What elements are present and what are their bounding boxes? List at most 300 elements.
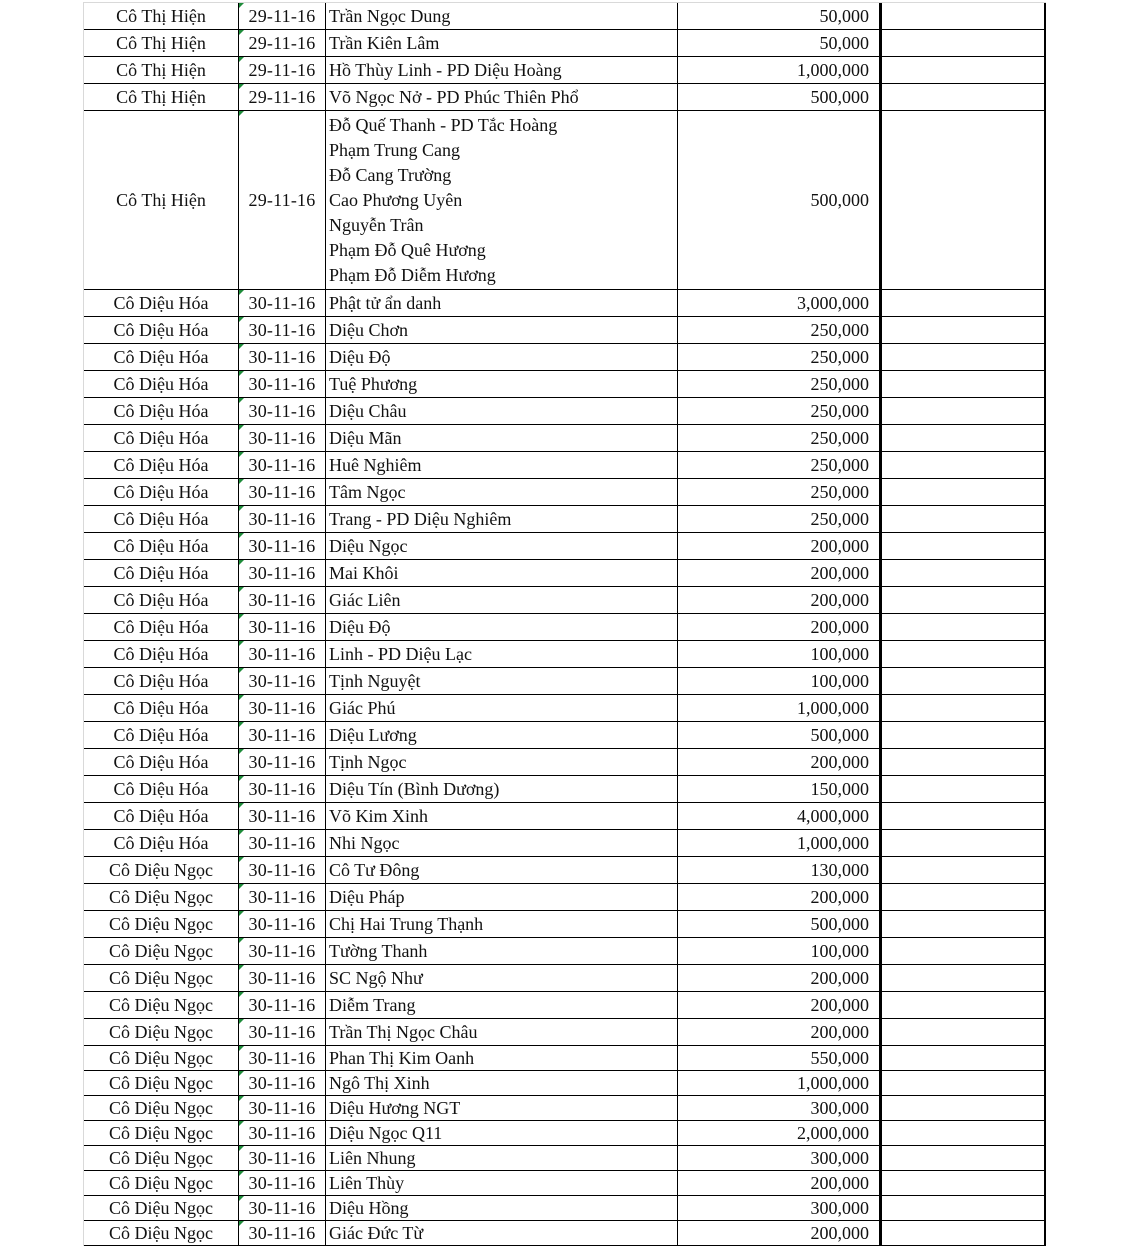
- donor-name: Huê Nghiêm: [329, 454, 422, 475]
- amount-cell[interactable]: 1,000,000: [678, 57, 882, 83]
- amount-cell[interactable]: 2,000,000: [678, 1121, 882, 1145]
- amount-cell[interactable]: 250,000: [678, 371, 882, 397]
- date-text: 30-11-16: [248, 1147, 316, 1168]
- date-text: 30-11-16: [248, 535, 316, 556]
- teacher-cell[interactable]: Cô Diệu Ngọc: [84, 938, 239, 964]
- table-row: [84, 425, 1046, 452]
- amount-cell[interactable]: 500,000: [678, 722, 882, 748]
- amount-cell[interactable]: 150,000: [678, 776, 882, 802]
- note-cell[interactable]: [882, 1146, 1046, 1170]
- table-row: [84, 1171, 1046, 1196]
- donor-name-cell[interactable]: [326, 1071, 678, 1095]
- amount-cell[interactable]: 300,000: [678, 1146, 882, 1170]
- date-cell[interactable]: [239, 614, 326, 640]
- table-row: [84, 1221, 1046, 1246]
- table-row: [84, 1121, 1046, 1146]
- note-cell[interactable]: [882, 1046, 1046, 1070]
- amount-cell[interactable]: 100,000: [678, 641, 882, 667]
- amount-cell[interactable]: 200,000: [678, 1221, 882, 1245]
- donor-name: Trần Kiên Lâm: [329, 32, 440, 53]
- teacher-cell[interactable]: Cô Diệu Hóa: [84, 506, 239, 532]
- note-cell[interactable]: [882, 668, 1046, 694]
- donor-name-cell[interactable]: [326, 57, 678, 83]
- teacher-cell[interactable]: Cô Diệu Ngọc: [84, 1146, 239, 1170]
- teacher-cell[interactable]: Cô Diệu Ngọc: [84, 1096, 239, 1120]
- table-row: [84, 1196, 1046, 1221]
- amount-cell[interactable]: 250,000: [678, 452, 882, 478]
- note-cell[interactable]: [882, 830, 1046, 856]
- donor-name-list: [329, 939, 427, 964]
- teacher-cell[interactable]: Cô Diệu Hóa: [84, 560, 239, 586]
- donor-name-list: [329, 561, 399, 586]
- note-cell[interactable]: [882, 506, 1046, 532]
- donor-name-cell[interactable]: [326, 992, 678, 1018]
- teacher-cell[interactable]: Cô Diệu Hóa: [84, 479, 239, 505]
- donor-name: Giác Đức Từ: [329, 1222, 424, 1243]
- teacher-cell[interactable]: Cô Thị Hiện: [84, 84, 239, 110]
- amount-cell[interactable]: 200,000: [678, 614, 882, 640]
- amount-cell[interactable]: 550,000: [678, 1046, 882, 1070]
- table-row: [84, 965, 1046, 992]
- date-cell[interactable]: [239, 641, 326, 667]
- donor-name-cell[interactable]: [326, 371, 678, 397]
- note-cell[interactable]: [882, 1096, 1046, 1120]
- teacher-cell[interactable]: Cô Thị Hiện: [84, 111, 239, 289]
- donor-name: Hồ Thùy Linh - PD Diệu Hoàng: [329, 59, 562, 80]
- date-text: 30-11-16: [248, 1222, 316, 1243]
- note-cell[interactable]: [882, 776, 1046, 802]
- date-cell[interactable]: [239, 830, 326, 856]
- date-cell[interactable]: [239, 1071, 326, 1095]
- donor-name-cell[interactable]: [326, 776, 678, 802]
- donor-name-cell[interactable]: [326, 911, 678, 937]
- donor-name-list: [329, 31, 439, 56]
- teacher-cell[interactable]: Cô Diệu Hóa: [84, 776, 239, 802]
- amount-cell[interactable]: 200,000: [678, 533, 882, 559]
- donor-name-cell[interactable]: [326, 1171, 678, 1195]
- note-cell[interactable]: [882, 857, 1046, 883]
- amount-cell[interactable]: 100,000: [678, 668, 882, 694]
- amount-cell[interactable]: 1,000,000: [678, 830, 882, 856]
- teacher-cell[interactable]: Cô Diệu Hóa: [84, 722, 239, 748]
- donor-name: Võ Kim Xinh: [329, 805, 428, 826]
- donor-name-cell[interactable]: [326, 587, 678, 613]
- date-cell[interactable]: [239, 398, 326, 424]
- donor-name-cell[interactable]: [326, 560, 678, 586]
- note-cell[interactable]: [882, 398, 1046, 424]
- donor-name-cell[interactable]: [326, 938, 678, 964]
- donor-name-list: [329, 399, 406, 424]
- donor-name-list: [329, 669, 421, 694]
- note-cell[interactable]: [882, 57, 1046, 83]
- date-cell[interactable]: [239, 84, 326, 110]
- date-text: 30-11-16: [248, 1122, 316, 1143]
- teacher-cell[interactable]: Cô Diệu Ngọc: [84, 965, 239, 991]
- table-row: [84, 641, 1046, 668]
- note-cell[interactable]: [882, 884, 1046, 910]
- note-cell[interactable]: [882, 479, 1046, 505]
- date-cell[interactable]: [239, 1096, 326, 1120]
- amount-cell[interactable]: 200,000: [678, 560, 882, 586]
- note-cell[interactable]: [882, 1071, 1046, 1095]
- teacher-cell[interactable]: Cô Diệu Hóa: [84, 803, 239, 829]
- donor-name-list: [329, 1196, 409, 1220]
- donor-name-cell[interactable]: [326, 84, 678, 110]
- date-text: 30-11-16: [248, 1021, 316, 1042]
- donor-name-cell[interactable]: [326, 668, 678, 694]
- date-cell[interactable]: [239, 560, 326, 586]
- donor-name-cell[interactable]: [326, 425, 678, 451]
- date-cell[interactable]: [239, 344, 326, 370]
- donor-name-cell[interactable]: [326, 1121, 678, 1145]
- donor-name-cell[interactable]: [326, 722, 678, 748]
- note-cell[interactable]: [882, 992, 1046, 1018]
- donor-name-cell[interactable]: [326, 30, 678, 56]
- donor-name-list: [329, 750, 406, 775]
- donor-name-list: [329, 113, 557, 288]
- donor-name-list: [329, 885, 405, 910]
- table-row: [84, 884, 1046, 911]
- date-text: 30-11-16: [248, 454, 316, 475]
- note-cell[interactable]: [882, 614, 1046, 640]
- table-row: [84, 911, 1046, 938]
- donor-name-list: [329, 1020, 478, 1045]
- amount-cell[interactable]: 200,000: [678, 992, 882, 1018]
- table-row: [84, 614, 1046, 641]
- date-text: 30-11-16: [248, 1072, 316, 1093]
- donor-name: Phật tử ẩn danh: [329, 292, 442, 313]
- teacher-cell[interactable]: Cô Diệu Hóa: [84, 695, 239, 721]
- date-cell[interactable]: [239, 1221, 326, 1245]
- teacher-cell[interactable]: Cô Diệu Ngọc: [84, 884, 239, 910]
- date-cell[interactable]: [239, 317, 326, 343]
- date-cell[interactable]: [239, 1046, 326, 1070]
- donor-name-cell[interactable]: [326, 884, 678, 910]
- date-text: 30-11-16: [248, 373, 316, 394]
- amount-cell[interactable]: 250,000: [678, 398, 882, 424]
- donor-name: Tường Thanh: [329, 940, 428, 961]
- date-cell[interactable]: [239, 111, 326, 289]
- teacher-cell[interactable]: Cô Diệu Ngọc: [84, 1121, 239, 1145]
- donor-name-list: [329, 966, 423, 991]
- table-row: [84, 1046, 1046, 1071]
- note-cell[interactable]: [882, 452, 1046, 478]
- donor-name-cell[interactable]: [326, 344, 678, 370]
- donor-name-cell[interactable]: [326, 830, 678, 856]
- note-cell[interactable]: [882, 30, 1046, 56]
- date-cell[interactable]: [239, 776, 326, 802]
- note-cell[interactable]: [882, 3, 1046, 29]
- teacher-cell[interactable]: Cô Diệu Hóa: [84, 641, 239, 667]
- teacher-cell[interactable]: Cô Diệu Ngọc: [84, 857, 239, 883]
- note-cell[interactable]: [882, 965, 1046, 991]
- amount-cell[interactable]: 200,000: [678, 1171, 882, 1195]
- teacher-cell[interactable]: Cô Diệu Hóa: [84, 830, 239, 856]
- donor-name: Trang - PD Diệu Nghiêm: [329, 508, 512, 529]
- table-row: [84, 560, 1046, 587]
- teacher-cell[interactable]: Cô Diệu Hóa: [84, 398, 239, 424]
- teacher-cell[interactable]: Cô Diệu Hóa: [84, 317, 239, 343]
- teacher-cell[interactable]: Cô Diệu Hóa: [84, 425, 239, 451]
- amount-cell[interactable]: 200,000: [678, 884, 882, 910]
- table-row: [84, 84, 1046, 111]
- donor-name: Tuệ Phương: [329, 373, 418, 394]
- amount-cell[interactable]: 500,000: [678, 84, 882, 110]
- date-text: 30-11-16: [248, 1047, 316, 1068]
- amount-cell[interactable]: 100,000: [678, 938, 882, 964]
- donor-name-cell[interactable]: [326, 506, 678, 532]
- date-cell[interactable]: [239, 1171, 326, 1195]
- donor-name-cell[interactable]: [326, 479, 678, 505]
- date-text: 30-11-16: [248, 400, 316, 421]
- note-cell[interactable]: [882, 641, 1046, 667]
- donor-name-list: [329, 615, 391, 640]
- donor-name-list: [329, 4, 450, 29]
- amount-cell[interactable]: 1,000,000: [678, 1071, 882, 1095]
- donor-name-cell[interactable]: [326, 111, 678, 289]
- note-cell[interactable]: [882, 803, 1046, 829]
- date-cell[interactable]: [239, 587, 326, 613]
- date-text: 30-11-16: [248, 832, 316, 853]
- donor-name: Diệu Châu: [329, 400, 407, 421]
- date-cell[interactable]: [239, 533, 326, 559]
- teacher-cell[interactable]: Cô Diệu Ngọc: [84, 1171, 239, 1195]
- donor-name: Phan Thị Kim Oanh: [329, 1047, 475, 1068]
- donor-name: Liên Thùy: [329, 1172, 405, 1193]
- note-cell[interactable]: [882, 111, 1046, 289]
- date-cell[interactable]: [239, 1196, 326, 1220]
- donor-name-list: [329, 723, 417, 748]
- teacher-cell[interactable]: Cô Diệu Hóa: [84, 371, 239, 397]
- date-cell[interactable]: [239, 884, 326, 910]
- date-text: 30-11-16: [248, 994, 316, 1015]
- date-cell[interactable]: [239, 695, 326, 721]
- teacher-cell[interactable]: Cô Diệu Hóa: [84, 533, 239, 559]
- note-cell[interactable]: [882, 371, 1046, 397]
- teacher-cell[interactable]: Cô Diệu Hóa: [84, 668, 239, 694]
- note-cell[interactable]: [882, 722, 1046, 748]
- table-row: [84, 1146, 1046, 1171]
- donor-name: Diệu Hồng: [329, 1197, 409, 1218]
- date-cell[interactable]: [239, 668, 326, 694]
- amount-cell[interactable]: 50,000: [678, 30, 882, 56]
- table-row: [84, 506, 1046, 533]
- date-text: 30-11-16: [248, 427, 316, 448]
- date-cell[interactable]: [239, 30, 326, 56]
- note-cell[interactable]: [882, 695, 1046, 721]
- date-cell[interactable]: [239, 57, 326, 83]
- date-cell[interactable]: [239, 938, 326, 964]
- teacher-cell[interactable]: Cô Diệu Hóa: [84, 614, 239, 640]
- table-row: [84, 803, 1046, 830]
- teacher-cell[interactable]: Cô Diệu Ngọc: [84, 1046, 239, 1070]
- date-text: 29-11-16: [248, 59, 316, 80]
- date-text: 30-11-16: [248, 1172, 316, 1193]
- date-cell[interactable]: [239, 290, 326, 316]
- date-text: 30-11-16: [248, 346, 316, 367]
- teacher-cell[interactable]: Cô Diệu Ngọc: [84, 1196, 239, 1220]
- table-row: [84, 111, 1046, 290]
- note-cell[interactable]: [882, 317, 1046, 343]
- date-cell[interactable]: [239, 722, 326, 748]
- donor-name: Nguyễn Trân: [329, 214, 424, 235]
- amount-cell[interactable]: 500,000: [678, 111, 882, 289]
- amount-cell[interactable]: 250,000: [678, 479, 882, 505]
- donor-name: Cao Phương Uyên: [329, 189, 463, 210]
- date-cell[interactable]: [239, 479, 326, 505]
- date-cell[interactable]: [239, 506, 326, 532]
- teacher-cell[interactable]: Cô Diệu Ngọc: [84, 992, 239, 1018]
- amount-cell[interactable]: 200,000: [678, 965, 882, 991]
- date-cell[interactable]: [239, 749, 326, 775]
- amount-cell[interactable]: 500,000: [678, 911, 882, 937]
- donor-name-list: [329, 642, 472, 667]
- teacher-cell[interactable]: Cô Thị Hiện: [84, 57, 239, 83]
- date-cell[interactable]: [239, 425, 326, 451]
- donor-name-cell[interactable]: [326, 614, 678, 640]
- donor-name-cell[interactable]: [326, 749, 678, 775]
- donor-name-list: [329, 345, 391, 370]
- date-cell[interactable]: [239, 911, 326, 937]
- date-text: 30-11-16: [248, 697, 316, 718]
- donor-name: Diệu Tín (Bình Dương): [329, 778, 500, 799]
- donor-name-cell[interactable]: [326, 533, 678, 559]
- date-cell[interactable]: [239, 803, 326, 829]
- note-cell[interactable]: [882, 1019, 1046, 1045]
- note-cell[interactable]: [882, 344, 1046, 370]
- teacher-cell[interactable]: Cô Thị Hiện: [84, 30, 239, 56]
- amount-cell[interactable]: 300,000: [678, 1096, 882, 1120]
- note-cell[interactable]: [882, 533, 1046, 559]
- amount-cell[interactable]: 200,000: [678, 587, 882, 613]
- teacher-cell[interactable]: Cô Thị Hiện: [84, 3, 239, 29]
- date-cell[interactable]: [239, 3, 326, 29]
- donor-name-cell[interactable]: [326, 857, 678, 883]
- donor-name-cell[interactable]: [326, 1221, 678, 1245]
- note-cell[interactable]: [882, 1221, 1046, 1245]
- date-text: 30-11-16: [248, 940, 316, 961]
- date-text: 30-11-16: [248, 508, 316, 529]
- table-row: [84, 830, 1046, 857]
- donor-name-cell[interactable]: [326, 452, 678, 478]
- donor-name-cell[interactable]: [326, 1096, 678, 1120]
- note-cell[interactable]: [882, 560, 1046, 586]
- date-cell[interactable]: [239, 371, 326, 397]
- teacher-cell[interactable]: Cô Diệu Ngọc: [84, 1221, 239, 1245]
- teacher-cell[interactable]: Cô Diệu Ngọc: [84, 911, 239, 937]
- teacher-cell[interactable]: Cô Diệu Hóa: [84, 587, 239, 613]
- teacher-cell[interactable]: Cô Diệu Ngọc: [84, 1019, 239, 1045]
- donor-name-cell[interactable]: [326, 965, 678, 991]
- date-cell[interactable]: [239, 857, 326, 883]
- donor-name-cell[interactable]: [326, 3, 678, 29]
- donor-name-cell[interactable]: [326, 695, 678, 721]
- date-cell[interactable]: [239, 992, 326, 1018]
- teacher-cell[interactable]: Cô Diệu Hóa: [84, 290, 239, 316]
- donor-name: Nhi Ngọc: [329, 832, 400, 853]
- amount-cell[interactable]: 4,000,000: [678, 803, 882, 829]
- donor-name: Trần Ngọc Dung: [329, 5, 451, 26]
- date-cell[interactable]: [239, 452, 326, 478]
- teacher-cell[interactable]: Cô Diệu Hóa: [84, 344, 239, 370]
- note-cell[interactable]: [882, 911, 1046, 937]
- donor-name-list: [329, 372, 417, 397]
- date-cell[interactable]: [239, 1146, 326, 1170]
- date-text: 29-11-16: [248, 86, 316, 107]
- note-cell[interactable]: [882, 1171, 1046, 1195]
- note-cell[interactable]: [882, 587, 1046, 613]
- note-cell[interactable]: [882, 84, 1046, 110]
- table-row: [84, 1019, 1046, 1046]
- teacher-cell[interactable]: Cô Diệu Ngọc: [84, 1071, 239, 1095]
- amount-cell[interactable]: 250,000: [678, 344, 882, 370]
- date-text: 30-11-16: [248, 481, 316, 502]
- donor-name: Phạm Trung Cang: [329, 139, 461, 160]
- table-row: [84, 57, 1046, 84]
- donor-name: Võ Ngọc Nở - PD Phúc Thiên Phổ: [329, 86, 579, 107]
- amount-cell[interactable]: 200,000: [678, 1019, 882, 1045]
- donor-name: Liên Nhung: [329, 1147, 416, 1168]
- donor-name: Giác Phú: [329, 697, 396, 718]
- donor-name-cell[interactable]: [326, 317, 678, 343]
- amount-cell[interactable]: 50,000: [678, 3, 882, 29]
- donor-name-cell[interactable]: [326, 1146, 678, 1170]
- date-text: 30-11-16: [248, 1197, 316, 1218]
- amount-cell[interactable]: 1,000,000: [678, 695, 882, 721]
- date-text: 29-11-16: [248, 189, 316, 210]
- donor-name-list: [329, 534, 407, 559]
- donor-name: Diệu Mãn: [329, 427, 402, 448]
- donor-name: Diễm Trang: [329, 994, 416, 1015]
- donor-name-cell[interactable]: [326, 290, 678, 316]
- donor-name-list: [329, 1171, 404, 1195]
- amount-cell[interactable]: 300,000: [678, 1196, 882, 1220]
- date-cell[interactable]: [239, 1019, 326, 1045]
- donor-name: Linh - PD Diệu Lạc: [329, 643, 472, 664]
- amount-cell[interactable]: 130,000: [678, 857, 882, 883]
- donor-name-cell[interactable]: [326, 1196, 678, 1220]
- note-cell[interactable]: [882, 425, 1046, 451]
- donor-name-list: [329, 1071, 430, 1095]
- teacher-cell[interactable]: Cô Diệu Hóa: [84, 452, 239, 478]
- table-row: [84, 317, 1046, 344]
- amount-cell[interactable]: 3,000,000: [678, 290, 882, 316]
- note-cell[interactable]: [882, 938, 1046, 964]
- note-cell[interactable]: [882, 1196, 1046, 1220]
- donor-name-cell[interactable]: [326, 1019, 678, 1045]
- note-cell[interactable]: [882, 290, 1046, 316]
- donor-name-cell[interactable]: [326, 641, 678, 667]
- donor-name-cell[interactable]: [326, 803, 678, 829]
- amount-cell[interactable]: 200,000: [678, 749, 882, 775]
- teacher-cell[interactable]: Cô Diệu Hóa: [84, 749, 239, 775]
- table-row: [84, 479, 1046, 506]
- amount-cell[interactable]: 250,000: [678, 425, 882, 451]
- date-cell[interactable]: [239, 965, 326, 991]
- donor-name-cell[interactable]: [326, 398, 678, 424]
- amount-cell[interactable]: 250,000: [678, 506, 882, 532]
- donor-name-list: [329, 1146, 415, 1170]
- donor-name-cell[interactable]: [326, 1046, 678, 1070]
- amount-cell[interactable]: 250,000: [678, 317, 882, 343]
- donor-name: Diệu Ngọc Q11: [329, 1122, 443, 1143]
- note-cell[interactable]: [882, 749, 1046, 775]
- note-cell[interactable]: [882, 1121, 1046, 1145]
- table-row: [84, 587, 1046, 614]
- date-cell[interactable]: [239, 1121, 326, 1145]
- donor-name-list: [329, 588, 400, 613]
- date-text: 30-11-16: [248, 751, 316, 772]
